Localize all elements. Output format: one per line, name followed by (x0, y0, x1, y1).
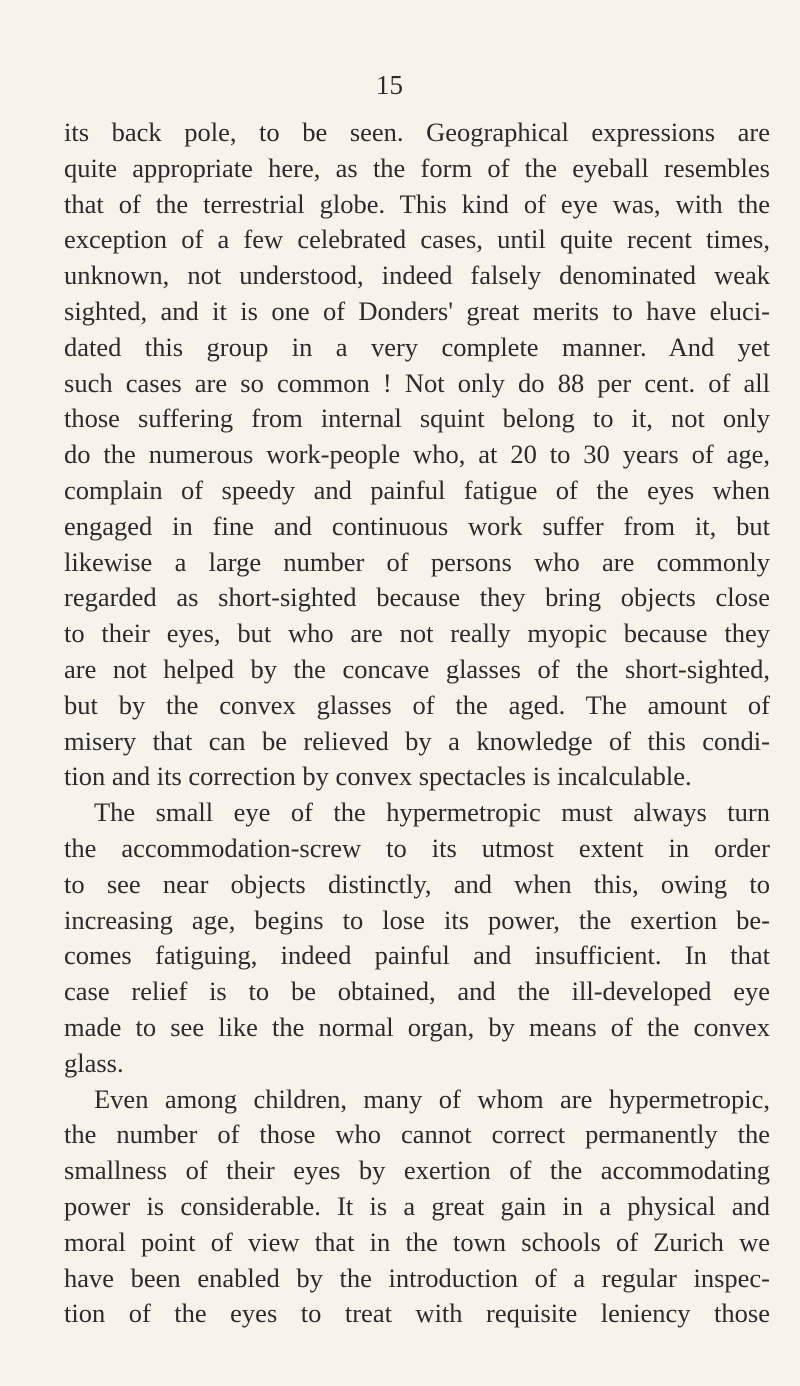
text-line: tion and its correction by convex spectacles is incalculable. (64, 761, 692, 792)
text-line: such cases are so common ! Not only do 88 per cent. of all (64, 367, 770, 398)
text-line: the number of those who cannot correct permanently the (64, 1119, 770, 1150)
text-line: made to see like the normal organ, by means of the convex (64, 1011, 770, 1042)
text-line: case relief is to be obtained, and the ill-developed eye (64, 976, 770, 1007)
text-line: that of the terrestrial globe. This kind of eye was, with the (64, 188, 770, 219)
text-line: sighted, and it is one of Donders' great merits to have eluci- (64, 295, 770, 326)
text-line: the accommodation-screw to its utmost extent in order (64, 832, 770, 863)
text-line: glass. (64, 1047, 124, 1078)
page-number: 15 (376, 70, 403, 100)
text-line: smallness of their eyes by exertion of the accommodating (64, 1155, 770, 1186)
text-line: tion of the eyes to treat with requisite leniency those (64, 1298, 770, 1329)
text-line: do the numerous work-people who, at 20 to 30 years of age, (64, 439, 770, 470)
text-line: those suffering from internal squint belong to it, not only (64, 403, 770, 434)
text-line: comes fatiguing, indeed painful and insufficient. In that (64, 940, 770, 971)
text-line: are not helped by the concave glasses of the short-sighted, (64, 653, 770, 684)
text-line: power is considerable. It is a great gain in a physical and (64, 1190, 770, 1221)
text-line: The small eye of the hypermetropic must always turn (94, 797, 770, 828)
text-line: increasing age, begins to lose its power, the exertion be- (64, 904, 770, 935)
text-line: misery that can be relieved by a knowledge of this condi- (64, 725, 770, 756)
text-line: but by the convex glasses of the aged. The amount of (64, 689, 770, 720)
text-line: complain of speedy and painful fatigue of the eyes when (64, 474, 770, 505)
text-line: Even among children, many of whom are hypermetropic, (94, 1083, 770, 1114)
text-line: moral point of view that in the town schools of Zurich we (64, 1226, 770, 1257)
text-line: engaged in fine and continuous work suffer from it, but (64, 510, 770, 541)
text-line: its back pole, to be seen. Geographical expressions are (64, 117, 770, 147)
text-line: to their eyes, but who are not really myopic because they (64, 618, 770, 649)
body-text (64, 115, 770, 1332)
text-line: exception of a few celebrated cases, until quite recent times, (64, 224, 770, 255)
text-line: to see near objects distinctly, and when this, owing to (64, 868, 770, 899)
text-line: likewise a large number of persons who are commonly (64, 546, 770, 577)
text-line: dated this group in a very complete manner. And yet (64, 331, 770, 362)
text-line: regarded as short-sighted because they bring objects close (64, 582, 770, 613)
text-line: quite appropriate here, as the form of the eyeball resembles (64, 152, 770, 183)
text-line: unknown, not understood, indeed falsely denominated weak (64, 260, 770, 291)
text-line: have been enabled by the introduction of a regular inspec- (64, 1262, 770, 1293)
